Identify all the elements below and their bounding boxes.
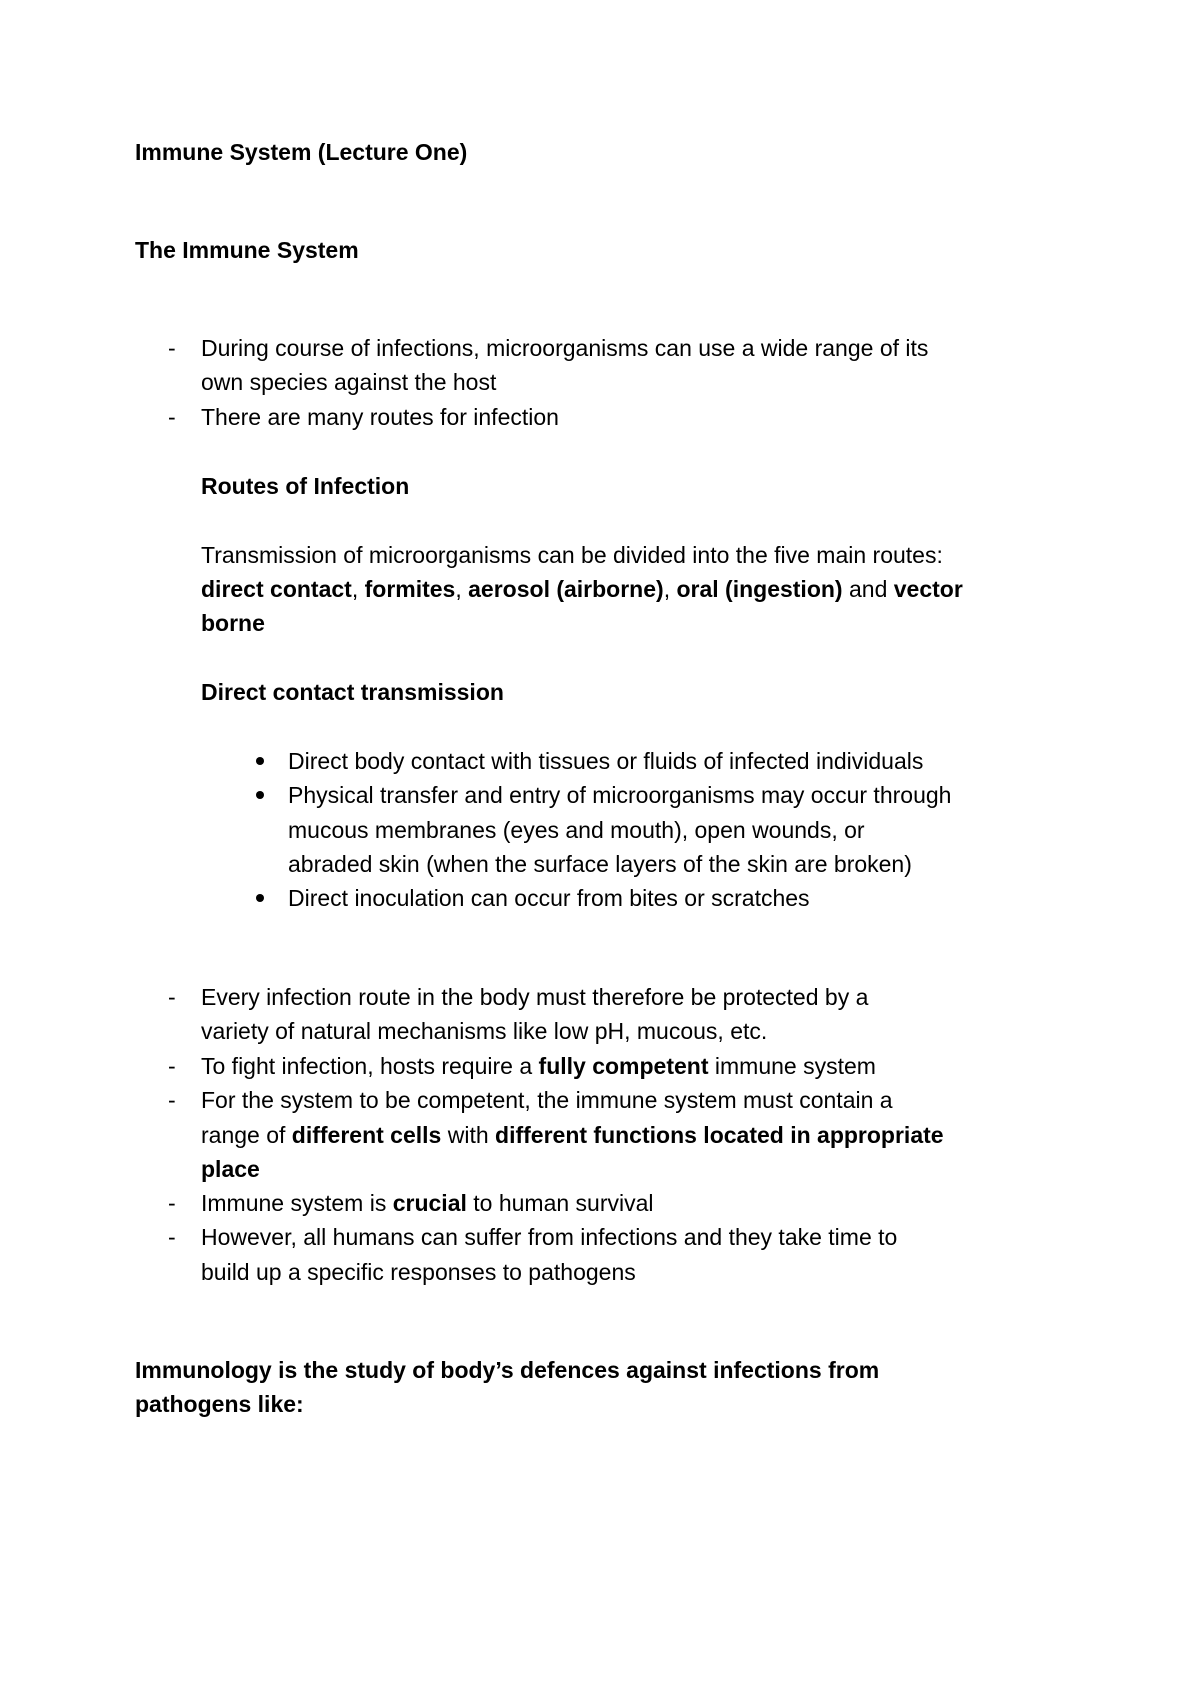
list-item-continued: variety of natural mechanisms like low pH, mucous, etc.	[201, 1018, 768, 1044]
list-item: However, all humans can suffer from infections and they take time to	[201, 1224, 898, 1250]
dash-marker: -	[168, 335, 176, 361]
dash-marker: -	[168, 1224, 176, 1250]
route-term: aerosol (airborne)	[468, 576, 664, 602]
dash-marker: -	[168, 1190, 176, 1216]
bullet-icon	[256, 757, 264, 765]
bullet-icon	[256, 894, 264, 902]
emphasis: different functions located in appropriate	[495, 1122, 944, 1148]
document-title: Immune System (Lecture One)	[135, 139, 468, 165]
list-item: During course of infections, microorganisms can use a wide range of its	[201, 335, 929, 361]
dash-marker: -	[168, 984, 176, 1010]
route-term: vector	[893, 576, 963, 602]
dash-marker: -	[168, 404, 176, 430]
bullet-item-continued: mucous membranes (eyes and mouth), open wounds, or	[288, 817, 865, 843]
bullet-icon	[256, 791, 264, 799]
routes-paragraph-line: direct contact, formites, aerosol (airborne), oral (ingestion) and vector	[201, 576, 963, 602]
list-item: Every infection route in the body must therefore be protected by a	[201, 984, 869, 1010]
emphasis: fully competent	[538, 1053, 709, 1079]
list-item: For the system to be competent, the immune system must contain a	[201, 1087, 893, 1113]
route-term: oral (ingestion)	[676, 576, 843, 602]
subheading-routes: Routes of Infection	[201, 473, 410, 499]
dash-marker: -	[168, 1053, 176, 1079]
route-term: borne	[201, 610, 265, 636]
closing-statement-continued: pathogens like:	[135, 1391, 304, 1417]
route-term: direct contact	[201, 576, 352, 602]
route-term: formites	[364, 576, 456, 602]
bullet-item: Physical transfer and entry of microorganisms may occur through	[288, 782, 952, 808]
list-item: Immune system is crucial to human survival	[201, 1190, 654, 1216]
emphasis: crucial	[392, 1190, 467, 1216]
list-item-continued: range of different cells with different functions located in appropriate	[201, 1122, 944, 1148]
emphasis: different cells	[291, 1122, 442, 1148]
dash-marker: -	[168, 1087, 176, 1113]
subheading-direct-contact: Direct contact transmission	[201, 679, 504, 705]
list-item-continued: build up a specific responses to pathogens	[201, 1259, 636, 1285]
list-item: There are many routes for infection	[201, 404, 559, 430]
list-item: To fight infection, hosts require a fully competent immune system	[201, 1053, 876, 1079]
bullet-item: Direct body contact with tissues or fluids of infected individuals	[288, 748, 924, 774]
section-heading: The Immune System	[135, 237, 359, 263]
bullet-item-continued: abraded skin (when the surface layers of the skin are broken)	[288, 851, 912, 877]
routes-paragraph-line: Transmission of microorganisms can be divided into the five main routes:	[201, 542, 943, 568]
list-item-continued: place	[201, 1156, 260, 1182]
bullet-item: Direct inoculation can occur from bites or scratches	[288, 885, 810, 911]
closing-statement: Immunology is the study of body’s defences against infections from	[135, 1357, 880, 1383]
list-item-continued: own species against the host	[201, 369, 497, 395]
